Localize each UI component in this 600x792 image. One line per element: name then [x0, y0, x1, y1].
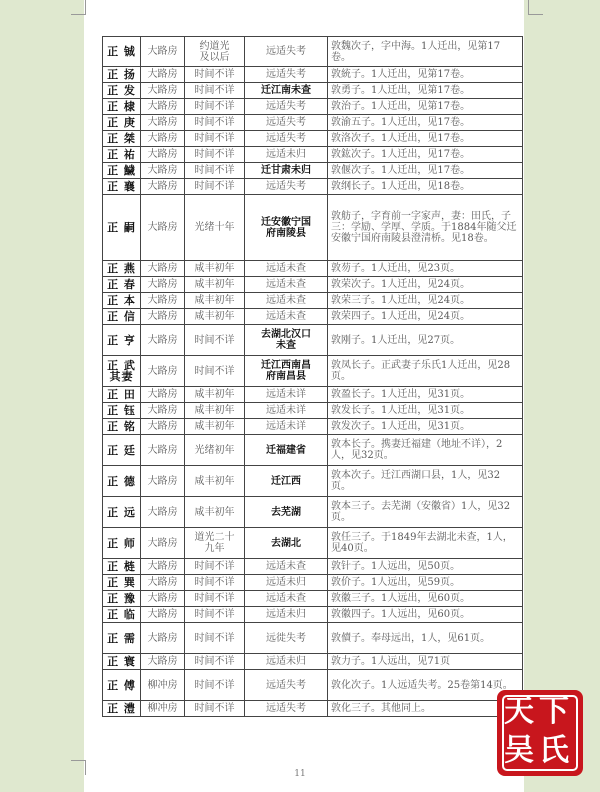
time-cell: 咸丰初年 — [185, 466, 245, 497]
branch-cell: 大路房 — [141, 623, 185, 654]
branch-cell: 大路房 — [141, 419, 185, 435]
time-cell: 时间不详 — [185, 607, 245, 623]
destination-cell: 去湖北 — [245, 528, 328, 559]
note-cell: 敦纲长子。1人迁出，见18卷。 — [328, 179, 523, 195]
note-cell: 敦凤长子。正武妻子乐氏1人迁出，见28页。 — [328, 356, 523, 387]
person-name-cell: 正 钰 — [103, 403, 141, 419]
table-row — [103, 293, 523, 309]
time-cell: 时间不详 — [185, 654, 245, 670]
branch-cell: 大路房 — [141, 131, 185, 147]
person-name-cell: 正 武 其妻 — [103, 356, 141, 387]
destination-cell: 去湖北汉口 未查 — [245, 325, 328, 356]
destination-cell: 远适失考 — [245, 701, 328, 717]
person-name-cell: 正 嗣 — [103, 195, 141, 261]
destination-cell: 远适未详 — [245, 387, 328, 403]
destination-cell: 远适未查 — [245, 261, 328, 277]
person-name-cell: 正 德 — [103, 466, 141, 497]
time-cell: 时间不详 — [185, 131, 245, 147]
note-cell: 敦本长子。携妻迁福建（地址不详），2人，见32页。 — [328, 435, 523, 466]
branch-cell: 柳冲房 — [141, 701, 185, 717]
destination-cell: 远适失考 — [245, 115, 328, 131]
person-name-cell: 正 豫 — [103, 591, 141, 607]
destination-cell: 迁江南未查 — [245, 83, 328, 99]
person-name-cell: 正 亨 — [103, 325, 141, 356]
time-cell: 时间不详 — [185, 147, 245, 163]
time-cell: 时间不详 — [185, 356, 245, 387]
table-row — [103, 115, 523, 131]
note-cell: 敦洛次子。1人迁出，见17卷。 — [328, 131, 523, 147]
destination-cell: 远适未归 — [245, 147, 328, 163]
branch-cell: 大路房 — [141, 466, 185, 497]
time-cell: 咸丰初年 — [185, 387, 245, 403]
branch-cell: 柳冲房 — [141, 670, 185, 701]
branch-cell: 大路房 — [141, 559, 185, 575]
time-cell: 时间不详 — [185, 179, 245, 195]
table-row — [103, 591, 523, 607]
time-cell: 约道光 及以后 — [185, 37, 245, 67]
table-row — [103, 37, 523, 67]
destination-cell: 去芜湖 — [245, 497, 328, 528]
branch-cell: 大路房 — [141, 115, 185, 131]
time-cell: 咸丰初年 — [185, 309, 245, 325]
branch-cell: 大路房 — [141, 387, 185, 403]
destination-cell: 迁江西 — [245, 466, 328, 497]
table-row — [103, 147, 523, 163]
seal-char: 氏 — [539, 733, 569, 768]
time-cell: 时间不详 — [185, 575, 245, 591]
destination-cell: 远适失考 — [245, 131, 328, 147]
branch-cell: 大路房 — [141, 591, 185, 607]
time-cell: 时间不详 — [185, 67, 245, 83]
note-cell: 敦荣三子。1人迁出，见24页。 — [328, 293, 523, 309]
time-cell: 时间不详 — [185, 701, 245, 717]
note-cell: 敦治子。1人迁出，见第17卷。 — [328, 99, 523, 115]
table-row — [103, 387, 523, 403]
branch-cell: 大路房 — [141, 99, 185, 115]
branch-cell: 大路房 — [141, 575, 185, 591]
table-row — [103, 67, 523, 83]
branch-cell: 大路房 — [141, 179, 185, 195]
person-name-cell: 正 傅 — [103, 670, 141, 701]
time-cell: 咸丰初年 — [185, 419, 245, 435]
person-name-cell: 正 发 — [103, 83, 141, 99]
person-name-cell: 正 铭 — [103, 419, 141, 435]
branch-cell: 大路房 — [141, 654, 185, 670]
person-name-cell: 正 巽 — [103, 575, 141, 591]
person-name-cell: 正 澧 — [103, 701, 141, 717]
table-row — [103, 131, 523, 147]
time-cell: 时间不详 — [185, 325, 245, 356]
branch-cell: 大路房 — [141, 356, 185, 387]
destination-cell: 远适未查 — [245, 559, 328, 575]
note-cell: 敦徽三子。1人远出，见60页。 — [328, 591, 523, 607]
note-cell: 敦魏次子，字中海。1人迁出，见第17卷。 — [328, 37, 523, 67]
branch-cell: 大路房 — [141, 147, 185, 163]
destination-cell: 远适未归 — [245, 607, 328, 623]
branch-cell: 大路房 — [141, 163, 185, 179]
note-cell: 敦本三子。去芜湖（安徽省）1人，见32页。 — [328, 497, 523, 528]
table-row — [103, 83, 523, 99]
branch-cell: 大路房 — [141, 528, 185, 559]
table-row — [103, 528, 523, 559]
branch-cell: 大路房 — [141, 325, 185, 356]
table-row — [103, 163, 523, 179]
table-row — [103, 654, 523, 670]
person-name-cell: 正 信 — [103, 309, 141, 325]
destination-cell: 远适未归 — [245, 575, 328, 591]
branch-cell: 大路房 — [141, 403, 185, 419]
note-cell: 敦荣四子。1人迁出，见24页。 — [328, 309, 523, 325]
table-row — [103, 179, 523, 195]
destination-cell: 远适失考 — [245, 99, 328, 115]
person-name-cell: 正 燕 — [103, 261, 141, 277]
table-row — [103, 309, 523, 325]
table-row — [103, 497, 523, 528]
destination-cell: 远适失考 — [245, 670, 328, 701]
table-row — [103, 701, 523, 717]
time-cell: 光绪初年 — [185, 435, 245, 466]
branch-cell: 大路房 — [141, 607, 185, 623]
table-row — [103, 559, 523, 575]
time-cell: 咸丰初年 — [185, 403, 245, 419]
branch-cell: 大路房 — [141, 277, 185, 293]
destination-cell: 远适失考 — [245, 179, 328, 195]
table-row — [103, 99, 523, 115]
note-cell: 敦舫子，字育前一字家声，妻：田氏，子三：学励、学厚、学质。于1884年随父迁安徽宁国府南陵县澄清桥。见18卷。 — [328, 195, 523, 261]
person-name-cell: 正 廷 — [103, 435, 141, 466]
branch-cell: 大路房 — [141, 83, 185, 99]
table-row — [103, 419, 523, 435]
person-name-cell: 正 寰 — [103, 654, 141, 670]
table-row — [103, 356, 523, 387]
note-cell: 敦本次子。迁江西湖口县，1人，见32页。 — [328, 466, 523, 497]
destination-cell: 远适未查 — [245, 277, 328, 293]
destination-cell: 远适未查 — [245, 591, 328, 607]
branch-cell: 大路房 — [141, 497, 185, 528]
branch-cell: 大路房 — [141, 37, 185, 67]
corner-crop-mark — [528, 0, 543, 15]
time-cell: 时间不详 — [185, 83, 245, 99]
note-cell: 敦刚子。1人迁出，见27页。 — [328, 325, 523, 356]
person-name-cell: 正 远 — [103, 497, 141, 528]
person-name-cell: 正 铖 — [103, 37, 141, 67]
note-cell: 敦价子。1人远出，见59页。 — [328, 575, 523, 591]
note-cell: 敦荣次子。1人迁出，见24页。 — [328, 277, 523, 293]
destination-cell: 远适失考 — [245, 37, 328, 67]
note-cell: 敦任三子。于1849年去湖北未查，1人，见40页。 — [328, 528, 523, 559]
note-cell: 敦偃次子。1人迁出，见17卷。 — [328, 163, 523, 179]
destination-cell: 迁福建省 — [245, 435, 328, 466]
table-row — [103, 607, 523, 623]
destination-cell: 远适失考 — [245, 67, 328, 83]
branch-cell: 大路房 — [141, 67, 185, 83]
destination-cell: 远徙失考 — [245, 623, 328, 654]
person-name-cell: 正 春 — [103, 277, 141, 293]
branch-cell: 大路房 — [141, 195, 185, 261]
destination-cell: 远适未详 — [245, 419, 328, 435]
note-cell: 敦鈜次子。1人迁出，见17卷。 — [328, 147, 523, 163]
note-cell: 敦統子。1人迁出，见第17卷。 — [328, 67, 523, 83]
table-row — [103, 261, 523, 277]
person-name-cell: 正 田 — [103, 387, 141, 403]
person-name-cell: 正 庚 — [103, 115, 141, 131]
person-name-cell: 正 本 — [103, 293, 141, 309]
note-cell: 敦芴子。1人迁出，见23页。 — [328, 261, 523, 277]
note-cell: 敦化三子。其他同上。 — [328, 701, 523, 717]
destination-cell: 远适未归 — [245, 654, 328, 670]
destination-cell: 迁安徽宁国 府南陵县 — [245, 195, 328, 261]
branch-cell: 大路房 — [141, 261, 185, 277]
note-cell: 敦勇子。1人迁出，见第17卷。 — [328, 83, 523, 99]
page-number: 11 — [294, 769, 306, 779]
branch-cell: 大路房 — [141, 293, 185, 309]
destination-cell: 远适未详 — [245, 403, 328, 419]
table-row — [103, 403, 523, 419]
person-name-cell: 正 祐 — [103, 147, 141, 163]
destination-cell: 迁江西南昌 府南昌县 — [245, 356, 328, 387]
note-cell: 敦发次子。1人迁出，见31页。 — [328, 419, 523, 435]
time-cell: 咸丰初年 — [185, 497, 245, 528]
person-name-cell: 正 梿 — [103, 559, 141, 575]
table-row — [103, 623, 523, 654]
seal-char: 吴 — [504, 733, 534, 768]
note-cell: 敦儥子。奉母远出，1人，见61页。 — [328, 623, 523, 654]
time-cell: 咸丰初年 — [185, 277, 245, 293]
person-name-cell: 正 桀 — [103, 131, 141, 147]
time-cell: 时间不详 — [185, 591, 245, 607]
note-cell: 敦盈长子。1人迁出，见31页。 — [328, 387, 523, 403]
time-cell: 咸丰初年 — [185, 261, 245, 277]
note-cell: 敦化次子。1人远适失考。25卷第14页。 — [328, 670, 523, 701]
time-cell: 时间不详 — [185, 559, 245, 575]
person-name-cell: 正 需 — [103, 623, 141, 654]
tianxia-wushi-seal — [497, 690, 583, 776]
table-row — [103, 435, 523, 466]
table-row — [103, 466, 523, 497]
destination-cell: 远适未查 — [245, 293, 328, 309]
time-cell: 时间不详 — [185, 115, 245, 131]
branch-cell: 大路房 — [141, 309, 185, 325]
corner-crop-mark — [71, 0, 86, 15]
time-cell: 时间不详 — [185, 623, 245, 654]
person-name-cell: 正 师 — [103, 528, 141, 559]
table-row — [103, 325, 523, 356]
time-cell: 时间不详 — [185, 99, 245, 115]
person-name-cell: 正 扬 — [103, 67, 141, 83]
person-name-cell: 正 棣 — [103, 99, 141, 115]
time-cell: 咸丰初年 — [185, 293, 245, 309]
seal-char: 下 — [539, 694, 569, 729]
branch-cell: 大路房 — [141, 435, 185, 466]
note-cell: 敦发长子。1人迁出，见31页。 — [328, 403, 523, 419]
time-cell: 时间不详 — [185, 670, 245, 701]
person-name-cell: 正 襄 — [103, 179, 141, 195]
destination-cell: 迁甘肃未归 — [245, 163, 328, 179]
person-name-cell: 正 鱥 — [103, 163, 141, 179]
time-cell: 光绪十年 — [185, 195, 245, 261]
destination-cell: 远适未查 — [245, 309, 328, 325]
note-cell: 敦渝五子。1人迁出，见17卷。 — [328, 115, 523, 131]
note-cell: 敦针子。1人远出，见50页。 — [328, 559, 523, 575]
time-cell: 时间不详 — [185, 163, 245, 179]
note-cell: 敦力子。1人远出，见71页 — [328, 654, 523, 670]
table-row — [103, 670, 523, 701]
table-row — [103, 277, 523, 293]
person-name-cell: 正 临 — [103, 607, 141, 623]
seal-char: 天 — [504, 694, 534, 729]
note-cell: 敦徽四子。1人远出，见60页。 — [328, 607, 523, 623]
migration-table — [102, 36, 523, 717]
table-row — [103, 195, 523, 261]
time-cell: 道光二十 九年 — [185, 528, 245, 559]
table-row — [103, 575, 523, 591]
